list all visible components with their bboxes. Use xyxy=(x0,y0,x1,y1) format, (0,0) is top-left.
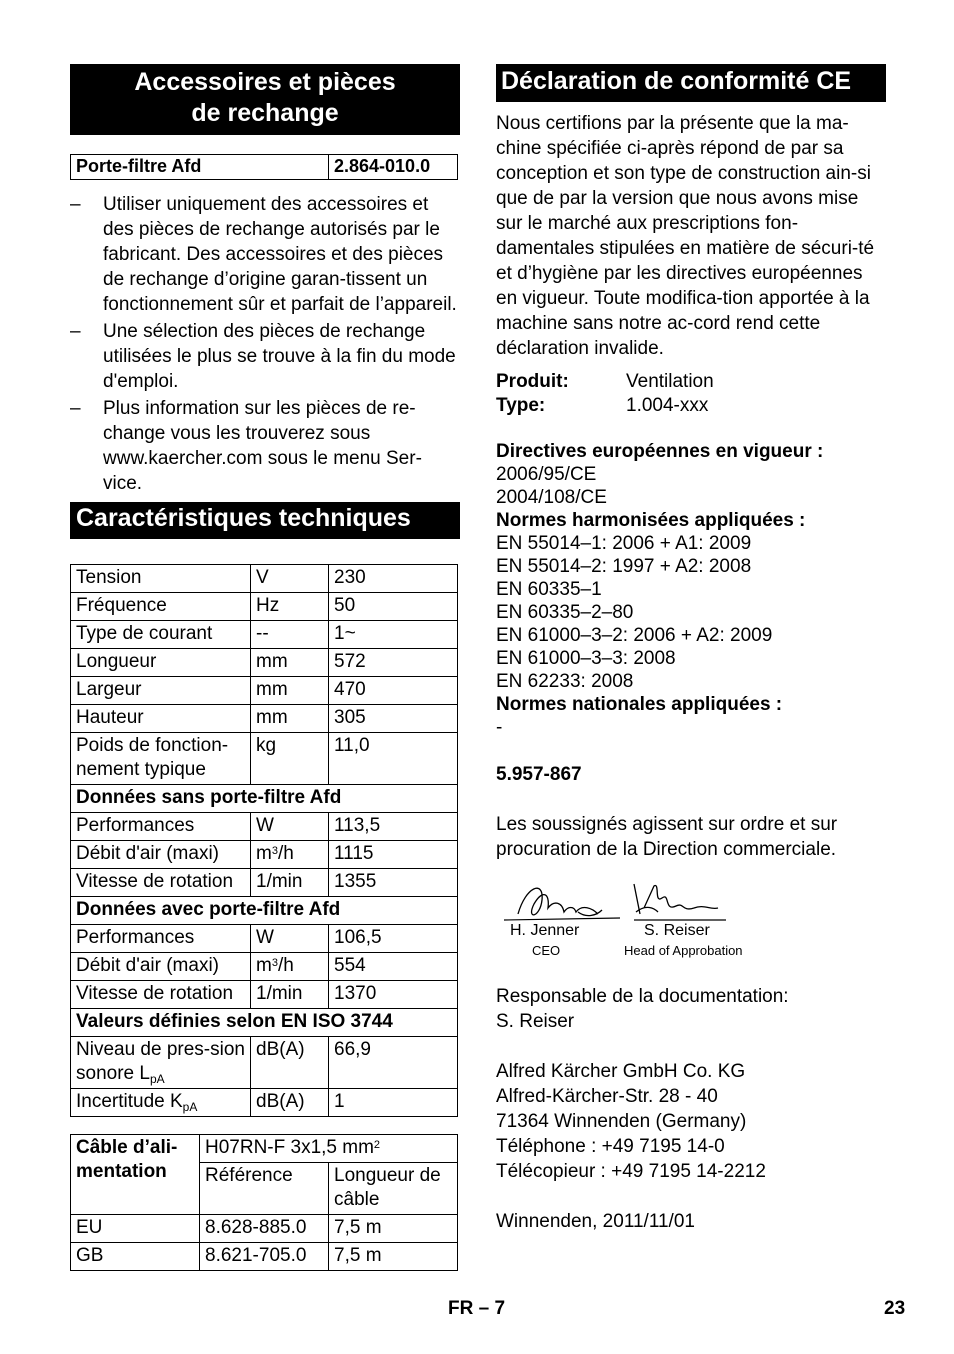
harmonized-label: Normes harmonisées appliquées : xyxy=(496,510,806,531)
table-row xyxy=(71,1037,458,1089)
accessories-heading-line1: Accessoires et pièces xyxy=(134,68,396,96)
ref-header: Référence xyxy=(200,1163,329,1215)
section-label: Valeurs définies selon EN ISO 3744 xyxy=(71,1009,458,1037)
dash-marker: – xyxy=(70,398,81,419)
spec-unit: W xyxy=(251,813,329,841)
undersigned-text: Les soussignés agissent sur ordre et sur procuration de la Direction commerciale. xyxy=(496,814,838,860)
spec-label: Tension xyxy=(71,565,251,593)
spec-unit: 1/min xyxy=(251,869,329,897)
section-row xyxy=(71,897,458,925)
standards-block xyxy=(496,440,886,739)
directives-label: Directives européennes en vigueur : xyxy=(496,441,824,462)
spec-unit: mm xyxy=(251,649,329,677)
note-text: Une sélection des pièces de rechange utilisées le plus se trouve à la fin du mode d'emploi. xyxy=(103,321,456,392)
place-date: Winnenden, 2011/11/01 xyxy=(496,1211,695,1232)
table-row xyxy=(71,981,458,1009)
spec-label: Vitesse de rotation xyxy=(71,981,251,1009)
spec-label: Hauteur xyxy=(71,705,251,733)
spec-label: Type de courant xyxy=(71,621,251,649)
spec-value: 1~ xyxy=(329,621,458,649)
address-line: Alfred-Kärcher-Str. 28 - 40 xyxy=(496,1086,718,1107)
spec-unit: dB(A) xyxy=(251,1037,329,1089)
spec-value: 230 xyxy=(329,565,458,593)
spec-label xyxy=(71,1037,251,1089)
spec-value: 106,5 xyxy=(329,925,458,953)
intro-paragraph: Nous certifions par la présente que la ma-chine spécifiée ci-après répond de par sa conception et son type de construction ain-si que de par la version que nous avons mise sur le marché aux prescriptions fon-damentales stipulées en matière de sécuri-té et d’hygiène par les directives européennes en vigueur. Toute modifica-tion apportée à la machine sans notre ac-cord rend cette déclaration invalide. xyxy=(496,113,875,359)
spec-value: 50 xyxy=(329,593,458,621)
section-label: Données avec porte-filtre Afd xyxy=(71,897,458,925)
unit-tail: /h xyxy=(277,843,294,864)
spec-label: Performances xyxy=(71,813,251,841)
cable-ref: 8.628-885.0 xyxy=(200,1215,329,1243)
product-row xyxy=(496,370,886,394)
left-column xyxy=(70,64,460,1271)
cable-type-sup: 2 xyxy=(373,1139,381,1151)
spec-value: 554 xyxy=(329,953,458,981)
cable-label: Câble d’ali-mentation xyxy=(71,1135,200,1215)
accessories-heading xyxy=(70,64,460,135)
cable-table xyxy=(70,1134,458,1271)
accessory-name: Porte-filtre Afd xyxy=(71,155,329,180)
doc-resp-name: S. Reiser xyxy=(496,1011,575,1032)
unit-sup: 3 xyxy=(271,957,278,969)
address-line: Alfred Kärcher GmbH Co. KG xyxy=(496,1061,746,1082)
accessory-notes xyxy=(70,192,460,496)
table-row xyxy=(71,593,458,621)
cable-type xyxy=(200,1135,458,1163)
address-line: 71364 Winnenden (Germany) xyxy=(496,1111,747,1132)
spec-value: 113,5 xyxy=(329,813,458,841)
accessories-heading-line2: de rechange xyxy=(191,99,339,127)
noise-sub: pA xyxy=(149,1072,165,1086)
spec-label: Poids de fonction-nement typique xyxy=(71,733,251,785)
cable-region: GB xyxy=(71,1243,200,1271)
right-column xyxy=(496,64,886,1234)
spec-label: Performances xyxy=(71,925,251,953)
doc-resp-label: Responsable de la documentation: xyxy=(496,986,789,1007)
standard-item: EN 62233: 2008 xyxy=(496,671,634,692)
spec-unit: V xyxy=(251,565,329,593)
section-row xyxy=(71,1009,458,1037)
table-row xyxy=(71,841,458,869)
product-label: Produit: xyxy=(496,371,569,392)
accessory-table xyxy=(70,154,458,180)
spec-label: Débit d'air (maxi) xyxy=(71,953,251,981)
list-item xyxy=(70,192,460,317)
cable-length: 7,5 m xyxy=(329,1215,458,1243)
spec-unit: kg xyxy=(251,733,329,785)
spec-label: Longueur xyxy=(71,649,251,677)
type-label: Type: xyxy=(496,395,546,416)
cable-type-text: H07RN-F 3x1,5 mm xyxy=(205,1137,374,1158)
uncertainty-sub: pA xyxy=(182,1100,198,1114)
table-row xyxy=(71,565,458,593)
dash-marker: – xyxy=(70,194,81,215)
table-row xyxy=(71,733,458,785)
cable-ref: 8.621-705.0 xyxy=(200,1243,329,1271)
table-row xyxy=(71,1135,458,1163)
table-row xyxy=(71,925,458,953)
spec-unit: 1/min xyxy=(251,981,329,1009)
section-row xyxy=(71,785,458,813)
table-row xyxy=(71,1243,458,1271)
cable-region: EU xyxy=(71,1215,200,1243)
spec-value: 572 xyxy=(329,649,458,677)
signer2-name: S. Reiser xyxy=(644,922,710,939)
national-label: Normes nationales appliquées : xyxy=(496,694,783,715)
spec-value: 1370 xyxy=(329,981,458,1009)
tech-heading: Caractéristiques techniques xyxy=(70,502,460,539)
address-line: Téléphone : +49 7195 14-0 xyxy=(496,1136,725,1157)
national-value: - xyxy=(496,717,503,738)
noise-label: Niveau de pres-sion sonore L xyxy=(76,1039,245,1084)
spec-label xyxy=(71,1089,251,1117)
uncertainty-label: Incertitude K xyxy=(76,1091,183,1112)
standard-item: EN 55014–2: 1997 + A2: 2008 xyxy=(496,556,752,577)
standard-item: EN 55014–1: 2006 + A1: 2009 xyxy=(496,533,752,554)
unit-sup: 3 xyxy=(271,845,278,857)
spec-unit: mm xyxy=(251,677,329,705)
spec-unit: dB(A) xyxy=(251,1089,329,1117)
spec-label: Débit d'air (maxi) xyxy=(71,841,251,869)
table-row xyxy=(71,705,458,733)
spec-unit: -- xyxy=(251,621,329,649)
spec-value: 1115 xyxy=(329,841,458,869)
list-item xyxy=(70,396,460,496)
directive-item: 2006/95/CE xyxy=(496,464,597,485)
signer2-role: Head of Approbation xyxy=(624,943,743,958)
signatures xyxy=(496,878,886,968)
section-label: Données sans porte-filtre Afd xyxy=(71,785,458,813)
spec-unit: Hz xyxy=(251,593,329,621)
spec-unit: W xyxy=(251,925,329,953)
type-row xyxy=(496,394,886,418)
spec-value: 66,9 xyxy=(329,1037,458,1089)
document-number: 5.957-867 xyxy=(496,764,582,785)
product-value: Ventilation xyxy=(626,371,714,392)
signer1-role: CEO xyxy=(532,943,561,958)
standard-item: EN 61000–3–2: 2006 + A2: 2009 xyxy=(496,625,773,646)
unit-tail: /h xyxy=(277,955,294,976)
unit-base: m xyxy=(256,955,272,976)
standard-item: EN 60335–2–80 xyxy=(496,602,634,623)
product-info xyxy=(496,370,886,418)
standard-item: EN 60335–1 xyxy=(496,579,602,600)
cable-length: 7,5 m xyxy=(329,1243,458,1271)
spec-unit xyxy=(251,953,329,981)
spec-unit: mm xyxy=(251,705,329,733)
specs-table xyxy=(70,564,458,1117)
page-number: 23 xyxy=(884,1298,906,1319)
conformity-heading: Déclaration de conformité CE xyxy=(496,64,886,102)
spec-value: 11,0 xyxy=(329,733,458,785)
signer1-name: H. Jenner xyxy=(510,922,580,939)
list-item xyxy=(70,319,460,394)
directive-item: 2004/108/CE xyxy=(496,487,607,508)
accessory-number: 2.864-010.0 xyxy=(329,155,458,180)
footer-section: FR – 7 xyxy=(448,1298,506,1319)
spec-label: Fréquence xyxy=(71,593,251,621)
table-row xyxy=(71,953,458,981)
table-row xyxy=(71,869,458,897)
table-row xyxy=(71,677,458,705)
spec-value: 1 xyxy=(329,1089,458,1117)
table-row xyxy=(71,813,458,841)
dash-marker: – xyxy=(70,321,81,342)
type-value: 1.004-xxx xyxy=(626,395,709,416)
spec-value: 470 xyxy=(329,677,458,705)
note-text: Utiliser uniquement des accessoires et des pièces de rechange autorisés par le fabricant. Des accessoires et des pièces de rechange d’origine garan-tissent un fonctionnement sûr et parfait de l’appareil. xyxy=(103,194,457,315)
documentation-block xyxy=(496,984,886,1034)
table-row xyxy=(71,621,458,649)
unit-base: m xyxy=(256,843,272,864)
spec-unit xyxy=(251,841,329,869)
company-address xyxy=(496,1059,886,1184)
table-row xyxy=(71,155,458,180)
spec-value: 305 xyxy=(329,705,458,733)
standard-item: EN 61000–3–3: 2008 xyxy=(496,648,676,669)
table-row xyxy=(71,649,458,677)
table-row xyxy=(71,1215,458,1243)
table-row xyxy=(71,1089,458,1117)
spec-value: 1355 xyxy=(329,869,458,897)
address-line: Télécopieur : +49 7195 14-2212 xyxy=(496,1161,766,1182)
spec-label: Largeur xyxy=(71,677,251,705)
length-header: Longueur de câble xyxy=(329,1163,458,1215)
note-text: Plus information sur les pièces de re-change vous les trouverez sous www.kaercher.com sous le menu Ser-vice. xyxy=(103,398,422,494)
spec-label: Vitesse de rotation xyxy=(71,869,251,897)
